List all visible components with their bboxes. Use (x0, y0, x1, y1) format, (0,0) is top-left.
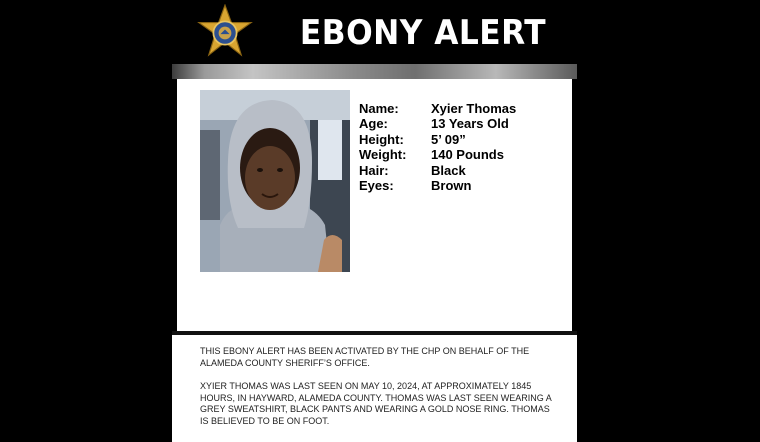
hair-label: Hair: (359, 162, 389, 178)
alert-title: EBONY ALERT (299, 13, 547, 53)
alert-poster (172, 0, 577, 442)
alert-notice (200, 346, 555, 439)
person-details (359, 101, 516, 193)
detail-row-hair (359, 163, 516, 178)
height-value: 5’ 09” (431, 131, 466, 147)
detail-row-age (359, 116, 516, 131)
detail-row-height (359, 132, 516, 147)
height-label: Height: (359, 131, 404, 147)
age-value: 13 Years Old (431, 116, 509, 132)
eyes-label: Eyes: (359, 177, 394, 193)
weight-label: Weight: (359, 147, 407, 163)
detail-row-name (359, 101, 516, 116)
hair-value: Black (431, 162, 466, 178)
name-label: Name: (359, 101, 399, 116)
last-seen-paragraph: XYIER THOMAS WAS LAST SEEN ON MAY 10, 2024, AT APPROXIMATELY 1845 HOURS, IN HAYWARD, ALAMEDA COUNTY. THOMAS WAS LAST SEEN WEARING A GREY SWEATSHIRT, BLACK PANTS AND WEARING A GOLD NOSE RING. THOMAS IS BELIEVED TO BE ON FOOT. (200, 381, 552, 426)
right-border (572, 79, 577, 334)
chp-star-badge-icon (196, 4, 254, 62)
section-divider (172, 331, 577, 335)
weight-value: 140 Pounds (431, 147, 504, 163)
eyes-value: Brown (431, 177, 472, 193)
detail-row-weight (359, 147, 516, 162)
missing-person-photo (200, 90, 350, 272)
left-border (172, 79, 177, 334)
alert-header (172, 0, 577, 64)
header-metal-band (172, 64, 577, 79)
age-label: Age: (359, 116, 388, 132)
name-value: Xyier Thomas (431, 101, 517, 116)
activation-paragraph: THIS EBONY ALERT HAS BEEN ACTIVATED BY THE CHP ON BEHALF OF THE ALAMEDA COUNTY SHERIFF’S OFFICE. (200, 346, 530, 368)
detail-row-eyes (359, 178, 516, 193)
